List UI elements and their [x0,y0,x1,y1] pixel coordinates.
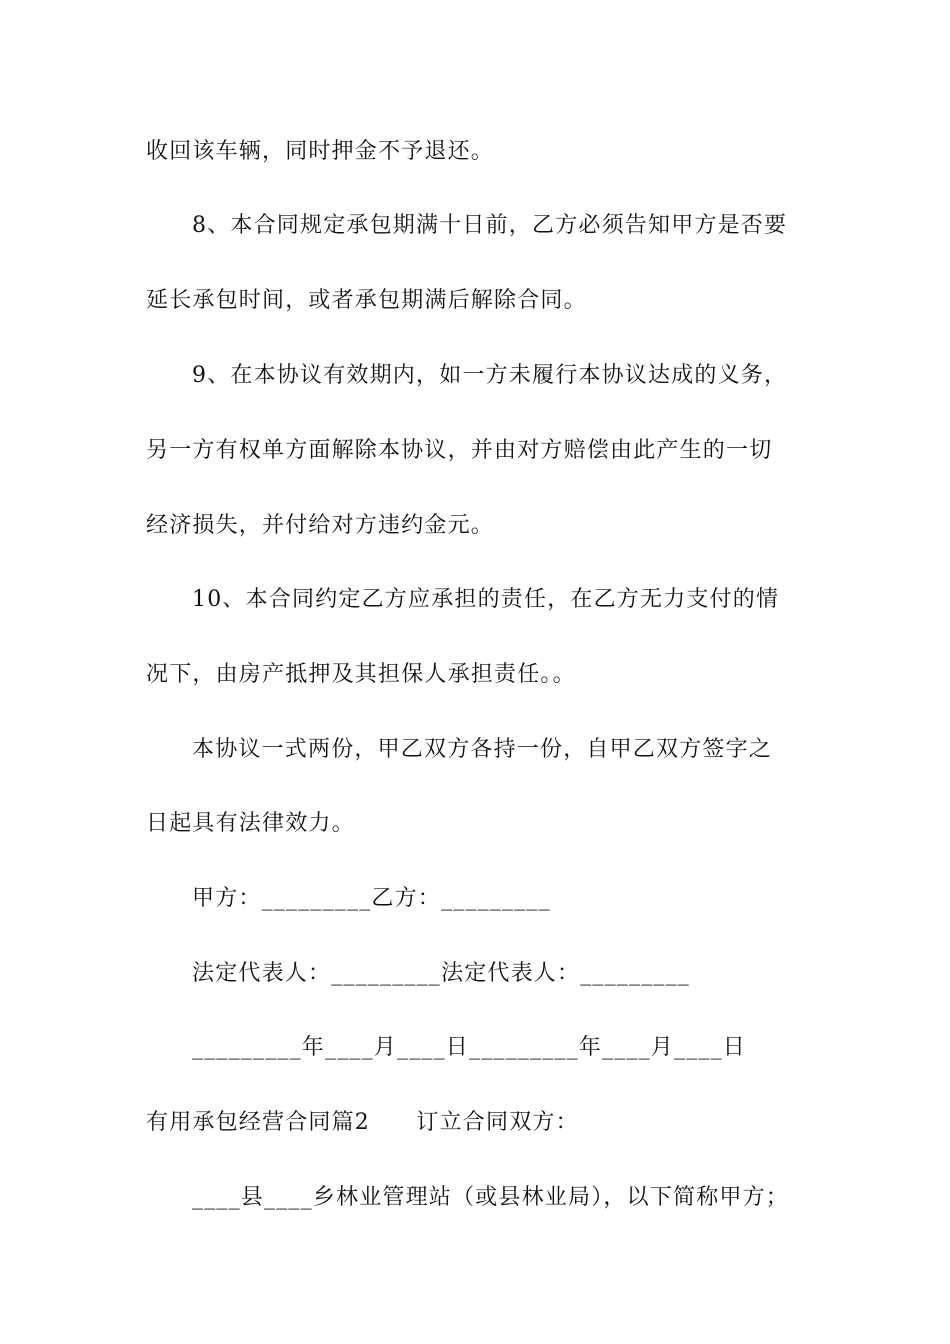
text-line: 况下，由房产抵押及其担保人承担责任。。 [146,662,576,687]
section-heading-line: 有用承包经营合同篇2 订立合同双方： [146,1110,579,1135]
party-definition-line: ____县____乡林业管理站（或县林业局），以下简称甲方； [192,1185,790,1210]
agreement-copies-line: 本协议一式两份，甲乙双方各持一份，自甲乙双方签字之 [192,737,773,762]
text-line: 另一方有权单方面解除本协议，并由对方赔偿由此产生的一切 [146,438,773,463]
text-line: 日起具有法律效力。 [146,811,355,836]
legal-representative-line: 法定代表人：_________法定代表人：_________ [192,961,691,986]
clause-9-line: 9、在本协议有效期内，如一方未履行本协议达成的义务， [192,363,788,388]
party-signature-line: 甲方：_________乙方：_________ [192,886,551,911]
clause-10-line: 10、本合同约定乙方应承担的责任，在乙方无力支付的情 [192,587,780,612]
clause-8-line: 8、本合同规定承包期满十日前，乙方必须告知甲方是否要 [192,213,788,238]
date-line: _________年____月____日_________年____月____日 [192,1035,747,1060]
text-line: 经济损失，并付给对方违约金元。 [146,513,495,538]
text-line: 延长承包时间，或者承包期满后解除合同。 [146,288,587,313]
text-line: 收回该车辆，同时押金不予退还。 [146,139,495,164]
